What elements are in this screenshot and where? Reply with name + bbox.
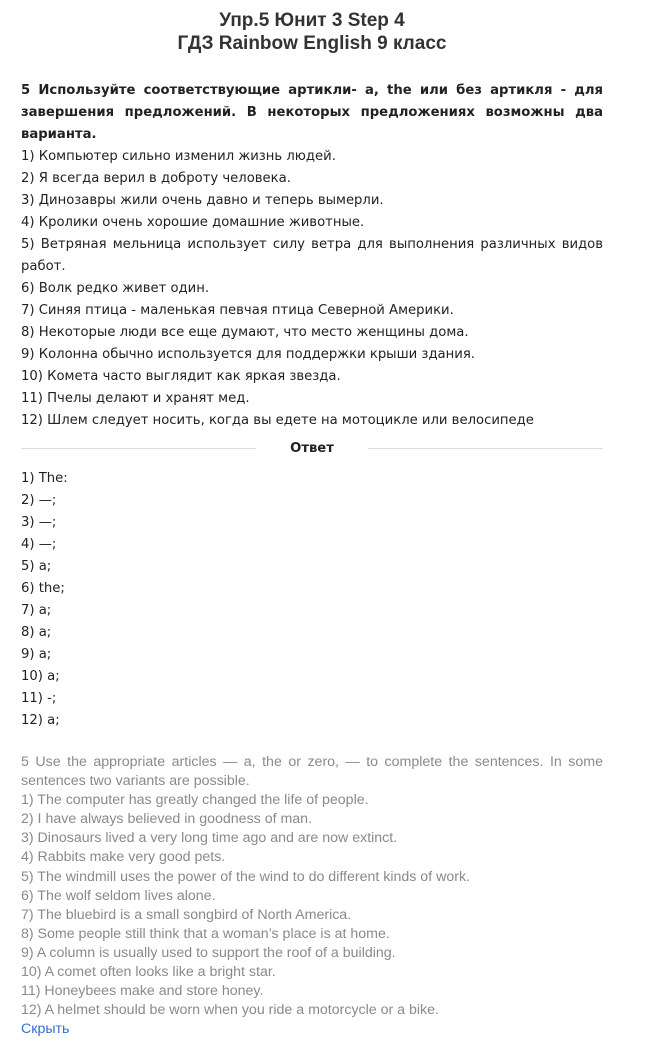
exercise-sentence: 11) Пчелы делают и хранят мед.	[21, 391, 250, 406]
translation-sentence: 11) Honeybees make and store honey.	[21, 983, 264, 1000]
hide-link[interactable]: Скрыть	[21, 1021, 70, 1038]
answer-item: 9) a;	[21, 647, 52, 662]
page-content	[21, 0, 603, 1039]
translation-sentence: 8) Some people still think that a woman’s place is at home.	[21, 925, 390, 942]
page-title	[21, 0, 603, 55]
translation-heading: 5 Use the appropriate articles — a, the or zero, — to complete the sentences. In some sentences two variants are possible.	[21, 754, 603, 790]
answer-item: 7) a;	[21, 603, 52, 618]
exercise-sentence: 6) Волк редко живет один.	[21, 281, 210, 296]
answer-item: 3) —;	[21, 515, 57, 530]
exercise-sentence: 10) Комета часто выглядит как яркая звезда.	[21, 369, 341, 384]
answer-item: 5) a;	[21, 559, 52, 574]
exercise-sentence: 4) Кролики очень хорошие домашние животные.	[21, 215, 365, 230]
page-title-line-1: Упр.5 Юнит 3 Step 4	[219, 10, 405, 31]
exercise-sentence-list	[21, 146, 603, 432]
exercise-sentence: 8) Некоторые люди все еще думают, что место женщины дома.	[21, 325, 469, 340]
answer-item: 1) The:	[21, 471, 68, 486]
answer-item: 4) —;	[21, 537, 57, 552]
translation-sentence: 9) A column is usually used to support the roof of a building.	[21, 944, 396, 961]
answer-item: 12) a;	[21, 713, 60, 728]
exercise-sentence: 5) Ветряная мельница использует силу ветра для выполнения различных видов работ.	[21, 237, 603, 274]
translation-sentence: 3) Dinosaurs lived a very long time ago and are now extinct.	[21, 830, 398, 847]
answer-list	[21, 468, 603, 732]
exercise-sentence: 9) Колонна обычно используется для поддержки крыши здания.	[21, 347, 475, 362]
exercise-sentence: 7) Синяя птица - маленькая певчая птица Северной Америки.	[21, 303, 454, 318]
exercise-task	[21, 80, 603, 432]
answer-item: 6) the;	[21, 581, 65, 596]
divider-line-left	[21, 448, 256, 449]
translation-sentence: 4) Rabbits make very good pets.	[21, 849, 226, 866]
answer-divider	[21, 436, 603, 460]
translation-block	[21, 753, 603, 1039]
translation-sentence: 1) The computer has greatly changed the life of people.	[21, 792, 369, 809]
answer-item: 2) —;	[21, 493, 57, 508]
answer-item: 11) -;	[21, 691, 57, 706]
translation-sentence: 2) I have always believed in goodness of man.	[21, 811, 313, 828]
translation-sentence: 7) The bluebird is a small songbird of North America.	[21, 906, 352, 923]
answer-label: Ответ	[290, 440, 334, 456]
exercise-sentence: 2) Я всегда верил в доброту человека.	[21, 171, 291, 186]
exercise-sentence: 12) Шлем следует носить, когда вы едете на мотоцикле или велосипеде	[21, 413, 534, 428]
translation-sentence: 10) A comet often looks like a bright star.	[21, 964, 276, 981]
translation-sentence: 6) The wolf seldom lives alone.	[21, 887, 216, 904]
exercise-heading: 5 Используйте соответствующие артикли- a, the или без артикля - для завершения предложений. В некоторых предложениях возможны два варианта.	[21, 83, 603, 142]
answer-item: 10) a;	[21, 669, 60, 684]
exercise-sentence: 3) Динозавры жили очень давно и теперь вымерли.	[21, 193, 384, 208]
translation-sentence-list	[21, 791, 603, 1020]
translation-sentence: 5) The windmill uses the power of the wind to do different kinds of work.	[21, 868, 470, 885]
divider-line-right	[368, 448, 603, 449]
answer-item: 8) a;	[21, 625, 52, 640]
translation-sentence: 12) A helmet should be worn when you ride a motorcycle or a bike.	[21, 1002, 439, 1019]
page-title-line-2: ГДЗ Rainbow English 9 класс	[177, 33, 447, 54]
exercise-sentence: 1) Компьютер сильно изменил жизнь людей.	[21, 149, 336, 164]
